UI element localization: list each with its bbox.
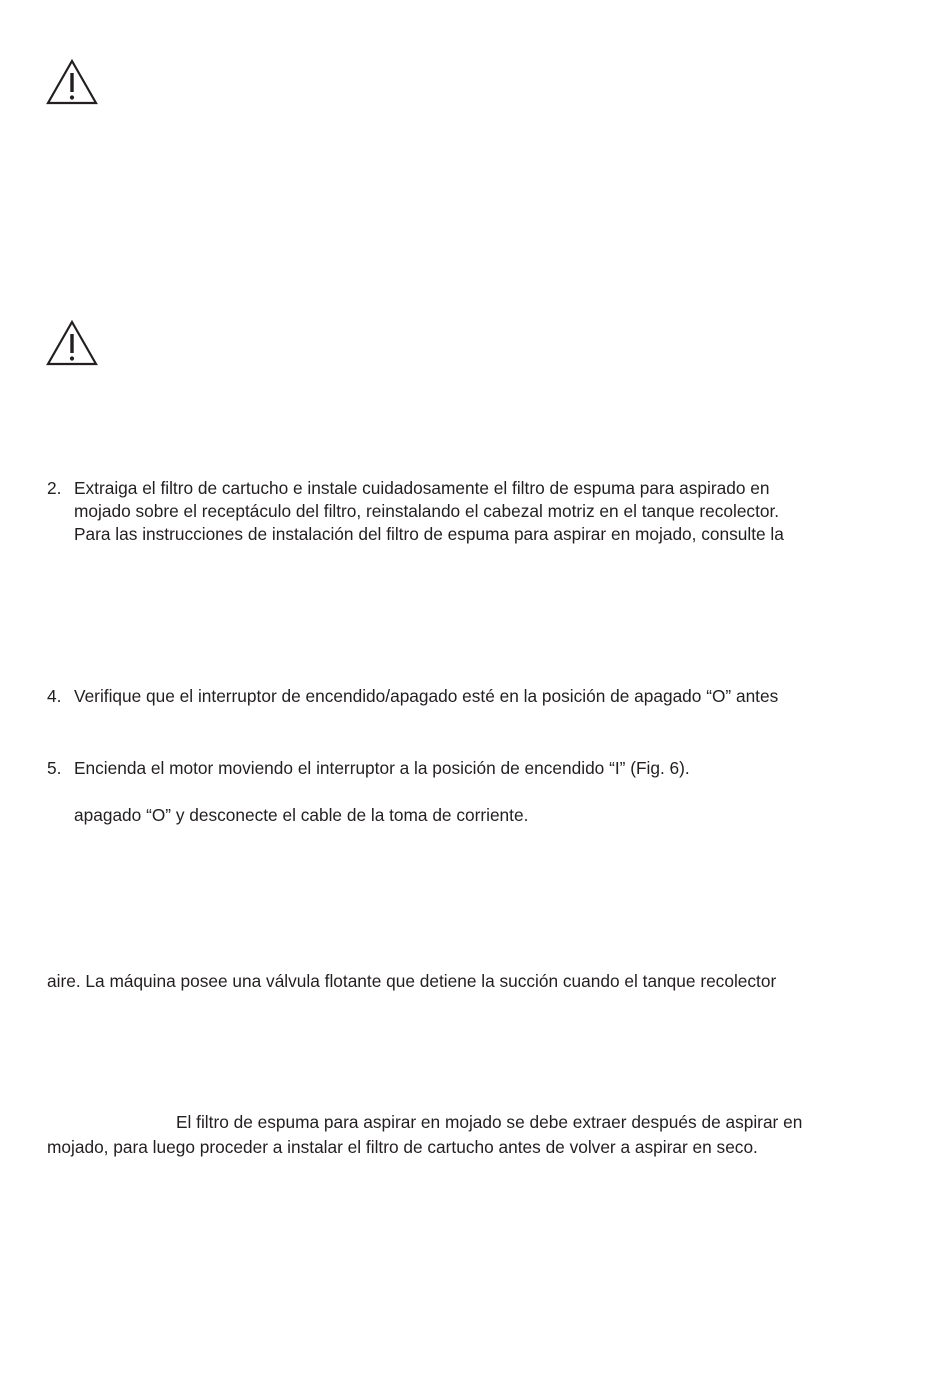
- step-text-line: Para las instrucciones de instalación del filtro de espuma para aspirar en mojado, consulte la: [74, 524, 784, 544]
- step-number: 2.: [47, 478, 62, 498]
- foam-filter-note-line: El filtro de espuma para aspirar en mojado se debe extraer después de aspirar en: [176, 1112, 803, 1132]
- step-text-line: Verifique que el interruptor de encendido/apagado esté en la posición de apagado “O” antes: [74, 686, 779, 706]
- step-number: 4.: [47, 686, 62, 706]
- foam-filter-note-line: mojado, para luego proceder a instalar el filtro de cartucho antes de volver a aspirar en seco.: [47, 1137, 758, 1157]
- warning-triangle-icon: [46, 59, 98, 105]
- step-text-line: Encienda el motor moviendo el interruptor a la posición de encendido “I” (Fig. 6).: [74, 758, 690, 778]
- step-text-line: mojado sobre el receptáculo del filtro, reinstalando el cabezal motriz en el tanque recolector.: [74, 501, 780, 521]
- step-number: 5.: [47, 758, 62, 778]
- step-text-line: Extraiga el filtro de cartucho e instale cuidadosamente el filtro de espuma para aspirado en: [74, 478, 770, 498]
- step-continuation-line: apagado “O” y desconecte el cable de la toma de corriente.: [74, 805, 529, 825]
- warning-triangle-icon: [46, 320, 98, 366]
- float-valve-paragraph: aire. La máquina posee una válvula flotante que detiene la succión cuando el tanque recolector: [47, 971, 777, 991]
